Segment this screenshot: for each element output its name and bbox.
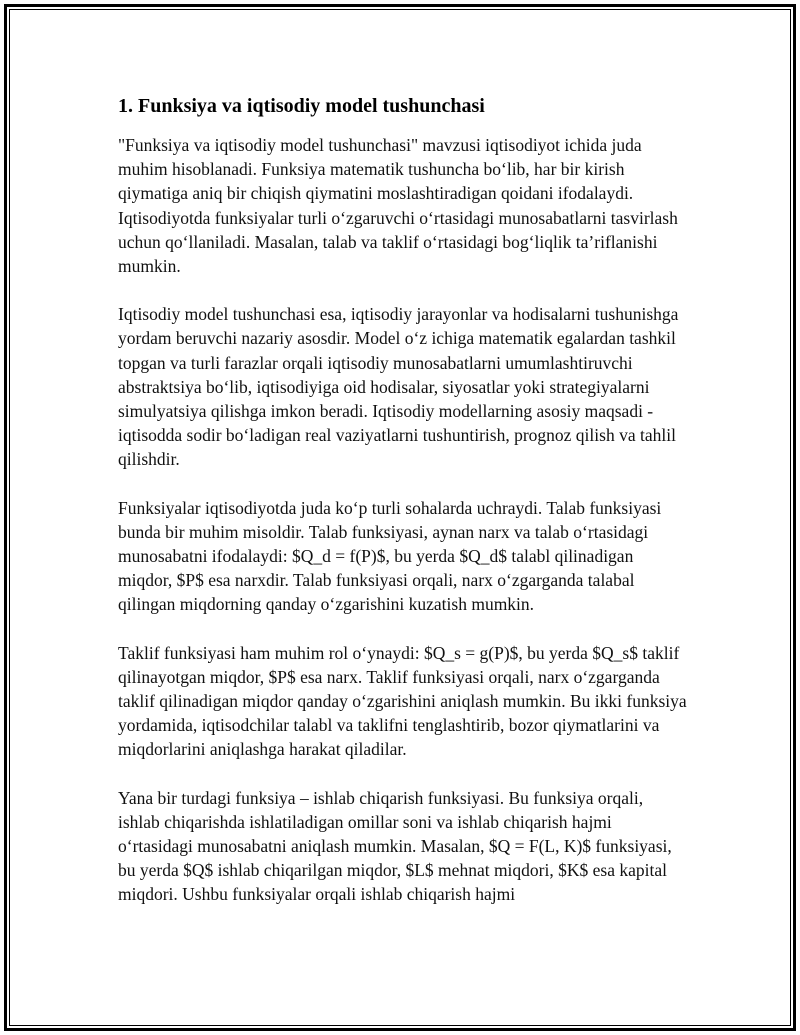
paragraph-2: Iqtisodiy model tushunchasi esa, iqtisodiy jarayonlar va hodisalarni tushunishga yordam beruvchi nazariy asosdir. Model o‘z ichiga matematik egalardan tashkil topgan va turli farazlar orqali iqtisodiy munosabatlarni umumlashtiruvchi abstraktsiya bo‘lib, iqtisodiyiga oid hodisalar, siyosatlar yoki strategiyalarni simulyatsiya qilishga imkon beradi. Iqtisodiy modellarning asosiy maqsadi - iqtisodda sodir bo‘ladigan real vaziyatlarni tushuntirish, prognoz qilish va tahlil qilishdir. (118, 304, 679, 470)
paragraph-4: Taklif funksiyasi ham muhim rol o‘ynaydi: $Q_s = g(P)$, bu yerda $Q_s$ taklif qilinayotgan miqdor, $P$ esa narx. Taklif funksiyasi orqali, narx o‘zgarganda taklif qilinadigan miqdor qanday o‘zgarishini aniqlash mumkin. Bu ikki funksiya yordamida, iqtisodchilar talabl va taklifni tenglashtirib, bozor qiymatlarini va miqdorlarini aniqlashga harakat qiladilar. (118, 642, 687, 760)
paragraph-1: "Funksiya va iqtisodiy model tushunchasi" mavzusi iqtisodiyot ichida juda muhim hisoblanadi. Funksiya matematik tushuncha bo‘lib, har bir kirish qiymatiga aniq bir chiqish qiymatini moslashtiradigan qoidani ifodalaydi. Iqtisodiyotda funksiyalar turli o‘zgaruvchi o‘rtasidagi munosabatlarni tasvirlash uchun qo‘llaniladi. Masalan, talab va taklif o‘rtasidagi bog‘liqlik ta’riflanishi mumkin. (118, 135, 678, 277)
paragraph-5: Yana bir turdagi funksiya – ishlab chiqarish funksiyasi. Bu funksiya orqali, ishlab chiqarishda ishlatiladigan omillar soni va ishlab chiqarish hajmi o‘rtasidagi munosabatni aniqlash mumkin. Masalan, $Q = F(L, K)$ funksiyasi, bu yerda $Q$ ishlab chiqarilgan miqdor, $L$ mehnat miqdori, $K$ esa kapital miqdori. Ushbu funksiyalar orqali ishlab chiqarish hajmi (118, 787, 672, 905)
section-heading: 1. Funksiya va iqtisodiy model tushunchasi (118, 95, 485, 117)
document-body (118, 92, 688, 931)
paragraph-3: Funksiyalar iqtisodiyotda juda ko‘p turli sohalarda uchraydi. Talab funksiyasi bunda bir muhim misoldir. Talab funksiyasi, aynan narx va talab o‘rtasidagi munosabatni ifodalaydi: $Q_d = f(P)$, bu yerda $Q_d$ talabl qilinadigan miqdor, $P$ esa narxdir. Talab funksiyasi orqali, narx o‘zgarganda talabal qilingan miqdorning qanday o‘zgarishini kuzatish mumkin. (118, 497, 662, 615)
